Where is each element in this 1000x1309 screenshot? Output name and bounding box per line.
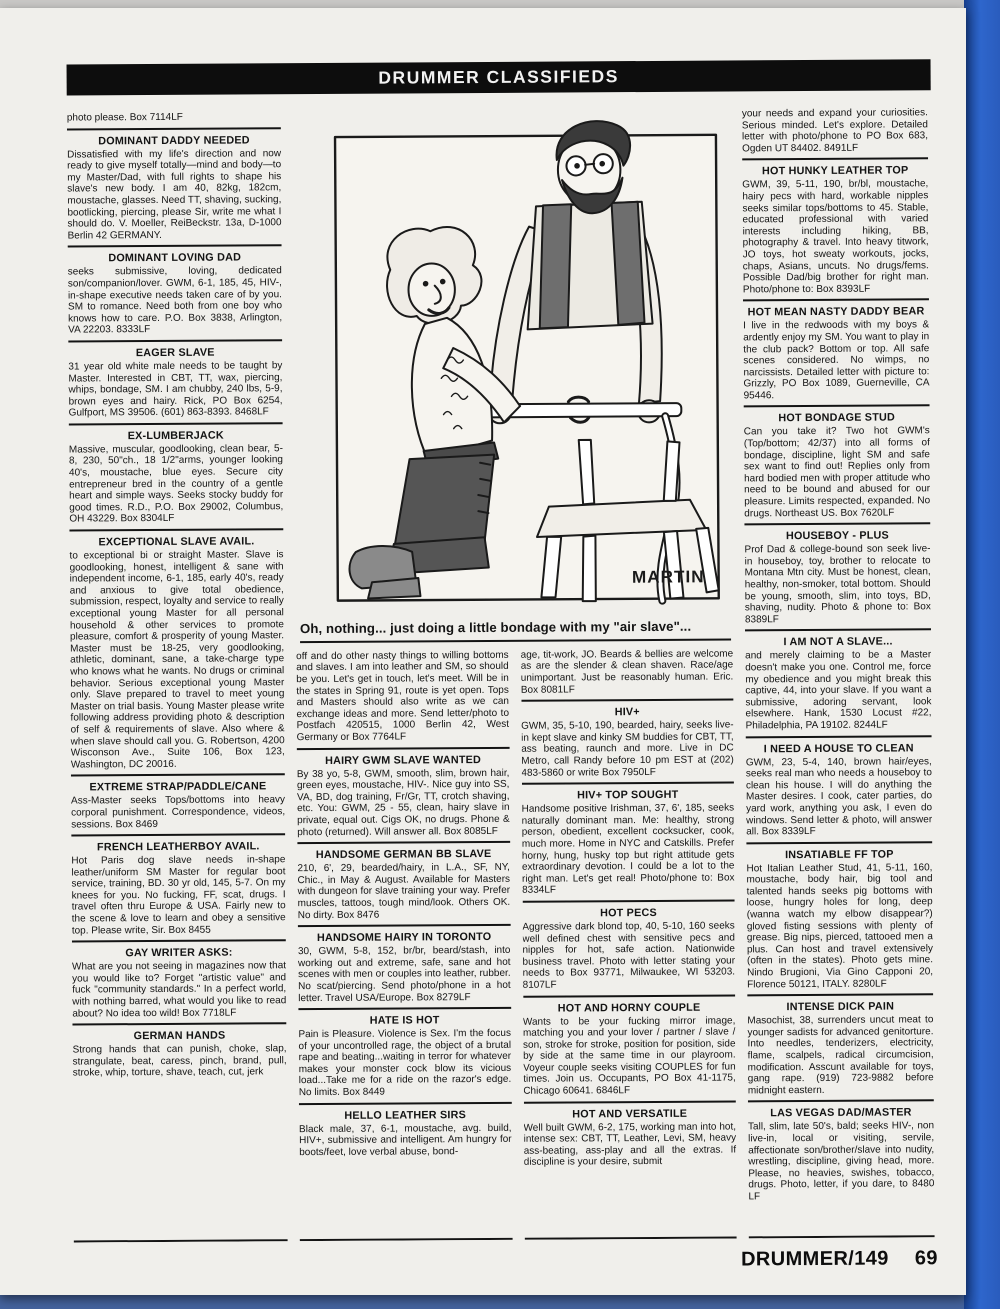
classified-ad <box>521 782 734 901</box>
ad-title: HATE IS HOT <box>369 1014 440 1027</box>
classified-ad <box>296 648 509 748</box>
magazine-page <box>0 8 966 1295</box>
bondage-cartoon <box>329 107 725 613</box>
ad-body: GWM, 35, 5-10, 190, bearded, hairy, seeks live-in kept slave and kinky SM buddies for CBT, TT, ass beating, raunch and more. Live in DC Metro, call Randy before 10 pm EST at (202) 483-5860 or write Box 7950LF <box>521 719 734 779</box>
ad-body: Tall, slim, late 50's, bald; seeks HIV-, non live-in, local or visiting, servile, affectionate son/brother/slave into nudity, wrestling, discipline, giving head, more. Please, no heavies, swishes, tobacco, drugs. Photo, letter, if you dare, to 8480 LF <box>747 1120 935 1203</box>
ad-body: I live in the redwoods with my boys & ardently enjoy my SM. You want to play in the club pack? Bottom or top. All safe scenes considered. No wimps, no narcissists. Detailed letter with picture to: Grizzly, PO Box 1089, Guerneville, CA 95446. <box>743 319 930 402</box>
classified-ad <box>297 746 510 842</box>
ad-title: INTENSE DICK PAIN <box>786 1000 895 1014</box>
column-2 <box>296 648 512 1241</box>
ad-title: HOUSEBOY - PLUS <box>785 529 889 543</box>
ad-title: HIV+ TOP SOUGHT <box>577 789 679 802</box>
ad-body: GWM, 23, 5-4, 140, brown hair/eyes, seeks real man who needs a houseboy to clean his house. I will do anything the Master desires. I cook, cater parties, do yard work, anything you ask, I even do windows. Send letter & photo, will answer all. Box 8339LF <box>745 755 933 838</box>
classified-ad <box>68 245 283 341</box>
ad-title: GAY WRITER ASKS: <box>125 946 233 960</box>
classified-ad <box>745 629 932 736</box>
ad-title: EXTREME STRAP/PADDLE/CANE <box>89 780 267 794</box>
ad-title: HOT AND HORNY COUPLE <box>557 1001 701 1015</box>
ad-title: EAGER SLAVE <box>135 346 215 360</box>
ad-title: GERMAN HANDS <box>133 1029 226 1043</box>
classified-ad <box>297 841 510 925</box>
classified-ad <box>71 833 286 940</box>
classified-ad <box>522 899 735 995</box>
classified-ad <box>299 1101 512 1162</box>
classified-ad <box>67 109 281 128</box>
ad-body: GWM, 39, 5-11, 190, br/bl, moustache, hairy pecs with hard, workable nipples seeks similar tops/bottoms to 45. Stable, educated professional with varied interests including hiking, BB, photography & travel. Into heavy titwork, JO toys, hot sweaty workouts, jocks, chaps, Asians, uncuts. No drugs/fems. Possible Dad/big brother for right man. Photo/phone to: Box 8393LF <box>742 178 929 296</box>
ad-title: EXCEPTIONAL SLAVE AVAIL. <box>98 535 255 549</box>
classified-ad <box>744 405 931 524</box>
ad-body: Wants to be your fucking mirror image, matching you and your lover / partner / slave / son, stroke for stroke, position for position, side by side at the same time in our playroom. Voyeur couple seeks visiting COUPLES for fun times. Join us. Occupants, PO Box 41-1175, Chicago 60641. 6846LF <box>522 1014 736 1097</box>
ad-title: HOT MEAN NASTY DADDY BEAR <box>747 305 925 319</box>
classified-ad <box>523 994 736 1101</box>
ad-body: Dissatisfied with my life's direction and now ready to give myself totally—mind and body—to my Master/Dad, with full rights to shape his slave's new body. I am 40, 82kg, 182cm, moustache, glasses. Need TT, shaving, sucking, bootlicking, piercing, please Sir, write me what I should do. V. Moeller, ReiBeckstr. 13a, D-1000 Berlin 42 GERMANY. <box>67 147 282 242</box>
classified-ad <box>743 299 930 406</box>
ad-title: HOT HUNKY LEATHER TOP <box>761 164 909 178</box>
classified-ad <box>69 528 284 775</box>
classified-ad <box>742 158 929 300</box>
classified-ad <box>521 699 734 783</box>
ad-title: EX-LUMBERJACK <box>127 429 224 443</box>
ad-body: and merely claiming to be a Master doesn't make you one. Control me, force my obedience and you might break this captive, 44, into your slave. If you want a submissive, adoring servant, look elsewhere. Hank, 1530 Locust #22, Philadelphia, PA 19102. 8244LF <box>745 649 932 732</box>
ad-body: What are you not seeing in magazines now that you would like to? Forget "artistic value" and fuck "community standards." In a perfect world, with nothing barred, what would you like to read about? No idea too wild! Box 7718LF <box>72 960 287 1020</box>
classified-ad <box>298 1007 511 1103</box>
ad-title: HANDSOME GERMAN BB SLAVE <box>315 848 492 862</box>
ad-title: I NEED A HOUSE TO CLEAN <box>763 741 914 755</box>
page-footer <box>6 1247 938 1276</box>
classified-ad <box>746 735 933 842</box>
column-3 <box>521 646 737 1239</box>
classified-ad <box>68 339 283 423</box>
ad-body: Hot Paris dog slave needs in-shape leather/uniform SM Master for regular boot service, training, BD. 30 yr old, 145, 5-7. On my knees for you. No fucking, FF, scat, drugs. I travel often thru Europe & USA. Fairly new to the scene & love to learn and obey a sensitive top. Please write, Sir. Box 8455 <box>71 854 286 937</box>
ad-title: DOMINANT LOVING DAD <box>108 251 242 265</box>
ad-title: HELLO LEATHER SIRS <box>344 1108 467 1122</box>
classified-ad <box>744 522 931 629</box>
ad-title: HOT PECS <box>600 906 657 920</box>
ad-body: Prof Dad & college-bound son seek live-in houseboy, toy, brother to relocate to Montana Mtn city. Must be honest, clean, healthy, non-smoker, total bottom. Should be young, smooth, slim, into toys, BD, shaving, nudity. Photo & phone to: Box 8389LF <box>744 543 931 626</box>
classified-ad <box>521 646 734 700</box>
ad-body: Strong hands that can punish, choke, slap, strangulate, beat, caress, pinch, brand, pull, stroke, whip, torture, shave, teach, cut, jerk <box>72 1043 287 1079</box>
ad-body: to exceptional bi or straight Master. Slave is goodlooking, honest, intelligent & sane with independent income, 6-1, 185, early 40's, ready and anxious to give total obedience, submission, respect, loyalty and service to really exceptional young Master for all personal household & other services to promote pleasure, comfort & prosperity of young Master. Master must be 18-25, very goodlooking, athletic, dominant, sane, a take-charge type who knows what he wants. No drugs or criminal behavior. Serious exceptional young Master only. Slave prepared to travel to meet young Master on trial basis. Young Master please write following address providing photo & description of self & requirements of slave. Also where & when slave should call you. G. Robertson, 4200 Wisconson Ave., Suite 106, Box 123, Washington, DC 20016. <box>69 549 285 771</box>
ad-title: HOT AND VERSATILE <box>572 1107 688 1121</box>
page-title: DRUMMER CLASSIFIEDS <box>378 66 619 88</box>
ad-body: Pain is Pleasure. Violence is Sex. I'm the focus of your uncontrolled rage, the object of a brutal rape and beating...waiting in terror for whatever makes your monster cock blow its vicious load...Take me for a ride on the razor's edge. No limits. Box 8449 <box>298 1027 512 1099</box>
classified-ad <box>748 1100 935 1207</box>
page-number: 69 <box>914 1247 938 1270</box>
svg-text:MARTIN: MARTIN <box>631 566 705 587</box>
magazine-issue: DRUMMER/149 <box>740 1247 889 1271</box>
classified-ad <box>747 993 934 1100</box>
ad-title: HANDSOME HAIRY IN TORONTO <box>316 931 492 945</box>
classified-ad <box>69 422 284 529</box>
ad-title: DOMINANT DADDY NEEDED <box>98 134 250 147</box>
ad-body: Masochist, 38, surrenders uncut meat to younger sadists for advanced genitorture. Into needles, tenderizers, electricity, flame, scalpels, radical circumcision, modification. Asscunt available for toys, gang rape. (919) 723-9882 before midnight eastern. <box>747 1014 934 1097</box>
classified-ad <box>742 105 928 159</box>
ad-body: Black male, 37, 6-1, moustache, avg. build, HIV+, submissive and intelligent. Am hungry for boots/feet, love verbal abuse, bond- <box>299 1122 512 1158</box>
cartoon-caption: Oh, nothing... just doing a little bondage with my "air slave"... <box>300 618 731 643</box>
ad-title: HAIRY GWM SLAVE WANTED <box>325 753 482 767</box>
ad-body: Ass-Master seeks Tops/bottoms into heavy corporal punishment. Correspondence, videos, sessions. Box 8469 <box>70 794 286 831</box>
artist-signature <box>632 566 705 586</box>
ad-title: HOT BONDAGE STUD <box>778 411 896 425</box>
ad-body: Well built GWM, 6-2, 175, working man into hot, intense sex: CBT, TT, Leather, Levi, SM, heavy ass-beating, ass-play and all the extras. If discipline is your desire, submit <box>523 1121 737 1169</box>
ad-title: LAS VEGAS DAD/MASTER <box>770 1106 912 1120</box>
classified-ad <box>746 841 933 995</box>
classified-ad <box>71 774 285 835</box>
center-columns <box>296 646 737 1241</box>
ad-body: your needs and expand your curiosities. Serious minded. Let's explore. Detailed letter with photo/phone to PO Box 683, Ogden UT 84402. 8491LF <box>741 107 929 155</box>
ad-body: Aggressive dark blond top, 40, 5-10, 160 seeks well defined chest with sensitive pecs and nipples for hot, safe action. Nationwide business travel. Photo with letter stating your needs to Box 93771, Milwaukee, WI 53203. 8107LF <box>522 920 736 991</box>
ad-title: I AM NOT A SLAVE... <box>783 635 893 649</box>
magazine-binding-edge <box>964 0 1000 1309</box>
ad-body: Handsome positive Irishman, 37, 6', 185, seeks naturally dominant man. Me: healthy, strong person, obedient, excellent cocksucker, cook, much more. Home in NYC and Catskills. Prefer horny, hung, husky top but right attitude gets extraordinary devotion. I could be a lot to the right man. Let's get real! Photo/phone to: Box 8334LF <box>521 802 735 897</box>
center-feature <box>293 106 737 1241</box>
column-4 <box>742 105 935 1238</box>
classified-ad <box>523 1100 736 1173</box>
classified-ad <box>72 939 287 1023</box>
ad-title: FRENCH LEATHERBOY AVAIL. <box>96 840 260 854</box>
classified-ad <box>298 924 511 1008</box>
ad-body: age, tit-work, JO. Beards & bellies are welcome as are the slender & clean shaven. Race/age unimportant. Just be reasonably human. Eric. Box 8081LF <box>520 648 734 696</box>
classifieds-header-bar <box>67 59 931 95</box>
classified-ad <box>67 127 282 246</box>
ad-body: Massive, muscular, goodlooking, clean bear, 5-8, 230, 50"ch., 18 1/2"arms, younger looking 40's, moustache, blue eyes. Secure city entrepreneur bred in the country of a gentle heart and simple ways. Seeks stocky buddy for good times. R.D., P.O. Box 29002, Columbus, OH 43229. Box 8304LF <box>68 443 284 525</box>
ad-body: seeks submissive, loving, dedicated son/companion/lover. GWM, 6-1, 185, 45, HIV-, in-shape executive needs taken care of by you. SM to romance. Need both from one boy who knows how to care. P.O. Box 3838, Arlington, VA 22203. 8333LF <box>67 265 283 336</box>
classifieds-columns <box>67 105 966 1242</box>
ad-body: 31 year old white male needs to be taught by Master. Interested in CBT, TT, wax, piercing, whips, bondage, SM. I am chubby, 240 lbs, 5-9, brown eyes and hairy. Rick, PO Box 6254, Gulfport, MS 39506. (601) 863-8393. 8468LF <box>68 360 283 419</box>
ad-body: photo please. Box 7114LF <box>66 111 183 124</box>
ad-body: Hot Italian Leather Stud, 41, 5-11, 160, moustache, body hair, big tool and talented hands seeks pig bottoms with loose, hungry holes for long, deep (wanna watch my elbow disappear?) gloved fisting sessions with plenty of grease. Big nips, pierced, tattooed men a plus. Can host and travel extensively (often in the states). Photo gets mine. Nindo Brugioni, Via Gino Capponi 20, Florence 50121, ITALY. 8280LF <box>746 861 934 991</box>
classified-ad <box>72 1022 286 1083</box>
ad-body: 30, GWM, 5-8, 152, br/br, beard/stash, into working out and extreme, safe, sane and hot scenes with men or couples into leather, rubber. No scat/piercing. Send photo/phone in a hot letter. Travel USA/Europe. Box 8279LF <box>297 944 511 1004</box>
ad-body: 210, 6', 29, bearded/hairy, in L.A., SF, NY, Chic., in May & August. Available for Masters with dungeon for slave training your way. Prefer muscles, tattoos, tough mind/look. Others OK. No dirty. Box 8476 <box>297 862 511 921</box>
ad-body: Can you take it? Two hot GWM's (Top/bottom; 42/37) into all forms of bondage, discipline, light SM and safe sex want to find out! Replies only from hard bodied men with proper attitude who need to be bound and abused for our pleasure. Limits respected, expanded. No drugs. Northeast US. Box 7620LF <box>743 425 931 520</box>
cartoon-illustration <box>329 107 725 613</box>
ad-title: INSATIABLE FF TOP <box>785 848 894 861</box>
column-1 <box>67 109 288 1242</box>
ad-title: HIV+ <box>614 706 640 719</box>
ad-body: By 38 yo, 5-8, GWM, smooth, slim, brown hair, green eyes, moustache, HIV-. Nice guy into SS, VA, BD, dog training, Fr/Gr, TT, crotch shaving, etc. You: GWM, 25 - 55, clean, hairy slave in private, equal out. Cigs OK, no drugs. Phone & photo (returned). Will answer all. Box 8085LF <box>296 767 510 838</box>
ad-body: off and do other nasty things to willing bottoms and slaves. I am into leather and SM, so should be you. Let's get in touch, let's meet. Will be in the states in Spring 91, route is yet open. Tops and Masters should also write as we can exchange ideas and more. Send letter/photo to Postfach 420515, 1000 Berlin 42, West Germany or Box 7764LF <box>296 649 510 744</box>
